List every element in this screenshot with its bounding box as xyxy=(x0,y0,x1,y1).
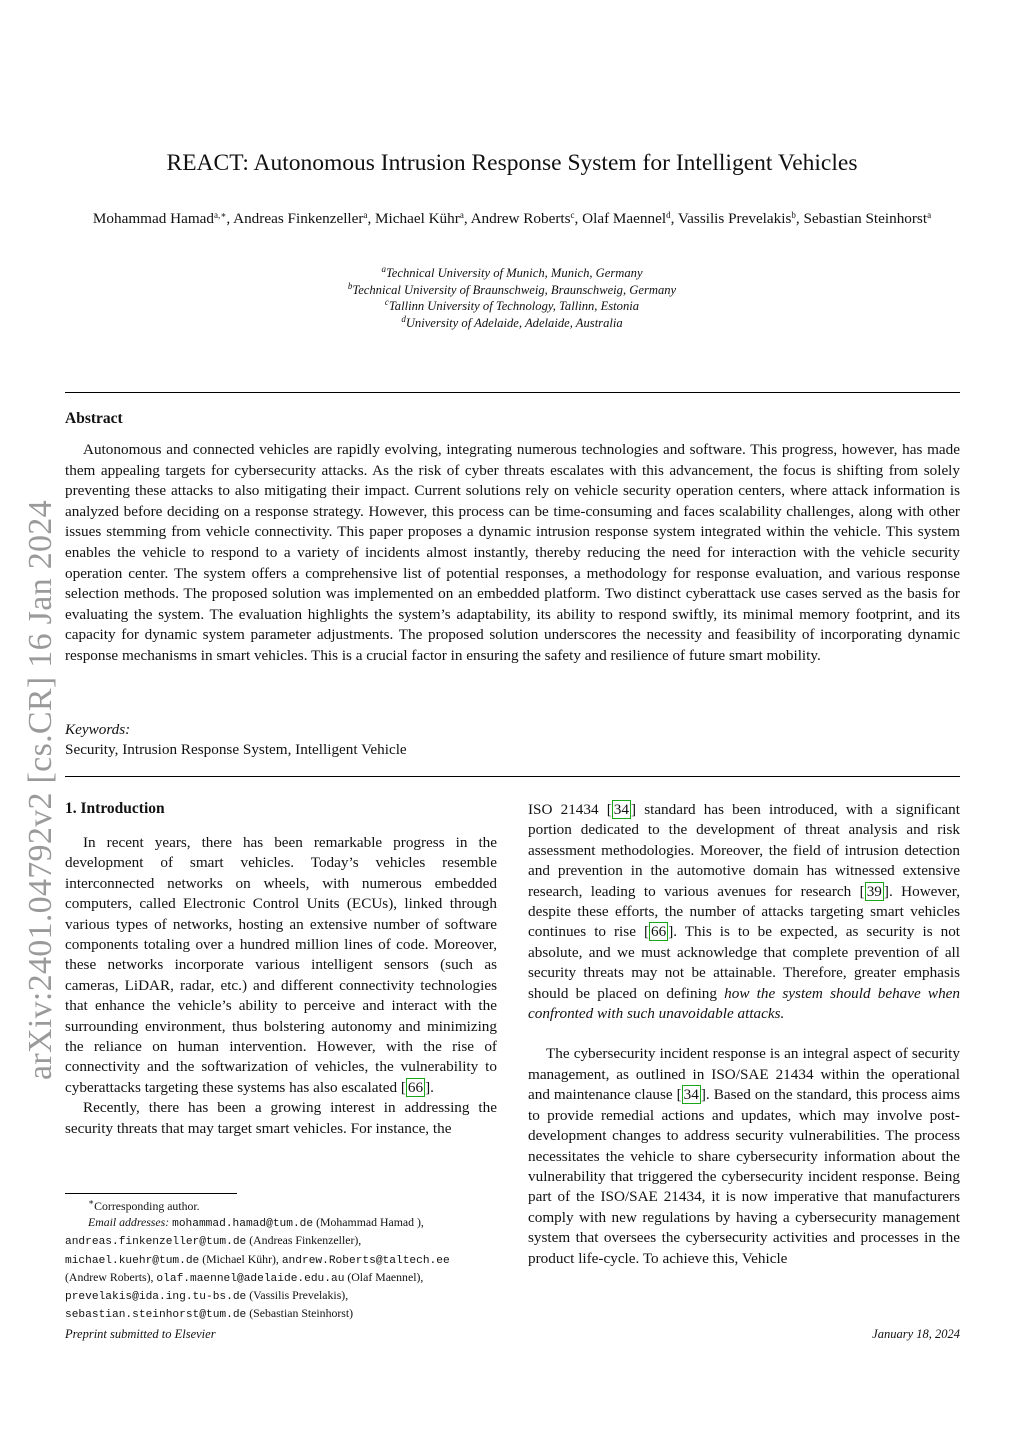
citation-link[interactable]: 34 xyxy=(613,801,629,818)
abstract-heading: Abstract xyxy=(65,410,123,427)
author: Olaf Maennel$^d$, xyxy=(582,210,678,227)
author-list xyxy=(70,208,954,229)
email-link[interactable]: mohammad.hamad@tum.de xyxy=(172,1218,314,1231)
email-link[interactable]: andrew.Roberts@taltech.ee xyxy=(281,1254,450,1267)
paragraph: In recent years, there has been remarkable progress in the development of smart vehicles. Today’s vehicles resemble interconnected networks on wheels, with numerous embedded computers, called Electronic Control Units (ECUs), linked through various types of networks, hosting an extensive number of software components totaling over a hundred million lines of code. Moreover, these networks incorporate various intelligent sensors (such as cameras, LiDAR, radar, etc.) and different connectivity technologies that enhance the vehicle’s ability to perceive and interact with the surrounding environment, thus bolstering autonomy and minimizing the reliance on human intervention. However, with the rise of connectivity and the softwarization of vehicles, the vulnerability to cyberattacks targeting these systems has also escalated [ 66 ]. xyxy=(65,834,497,1096)
footnote: ∗Corresponding author. Email addresses: mohammad.hamad@tum.de (Mohammad Hamad ), andreas.finkenzeller@tum.de (Andreas Finkenzeller), michael.kuehr@tum.de (Michael Kühr), andrew.Roberts@taltech.ee (Andrew Roberts), olaf.maennel@adelaide.edu.au (Olaf Maennel), prevelakis@ida.ing.tu-bs.de (Vassilis Prevelakis), sebastian.steinhorst@tum.de (Sebastian Steinhorst) xyxy=(65,1197,450,1322)
affiliation-list xyxy=(0,265,1024,331)
right-column xyxy=(528,800,960,1269)
author: Michael Kühr$^a$, xyxy=(375,210,471,227)
affiliation: $^d$University of Adelaide, Adelaide, Australia xyxy=(401,313,623,330)
section-heading: 1. Introduction xyxy=(65,800,165,817)
divider xyxy=(65,392,960,393)
author: Mohammad Hamad$^{a,∗}$, xyxy=(92,210,234,227)
footnote-rule xyxy=(65,1193,237,1194)
author: Vassilis Prevelakis$^b$, xyxy=(677,210,804,227)
footer-date: January 18, 2024 xyxy=(872,1327,960,1341)
footer-preprint: Preprint submitted to Elsevier xyxy=(65,1327,216,1341)
email-link[interactable]: andreas.finkenzeller@tum.de xyxy=(65,1236,247,1249)
paragraph: ISO 21434 [ 34 ] standard has been introduced, with a significant portion dedicated to the development of threat analysis and risk assessment methodologies. Moreover, the field of intrusion detection and prevention in the automotive domain has witnessed extensive research, leading to various avenues for research [ 39 ]. However, despite these efforts, the number of attacks targeting smart vehicles continues to rise [ 66 ]. This is to be expected, as security is not absolute, and we must acknowledge that complete prevention of all security threats may not be attainable. Therefore, greater emphasis should be placed on defining how the system should behave when confronted with such unavoidable attacks. xyxy=(528,801,961,1023)
divider xyxy=(65,776,960,777)
affiliation: $^a$Technical University of Munich, Munich, Germany xyxy=(381,264,643,280)
citation-link[interactable]: 39 xyxy=(866,882,882,900)
email-link[interactable]: olaf.maennel@adelaide.edu.au xyxy=(156,1272,345,1285)
affiliation: $^b$Technical University of Braunschweig, Braunschweig, Germany xyxy=(347,280,677,297)
paragraph: Recently, there has been a growing interest in addressing the security threats that may target smart vehicles. For instance, the xyxy=(65,1099,497,1137)
author: Sebastian Steinhorst$^a$ xyxy=(803,210,932,227)
email-link[interactable]: prevelakis@ida.ing.tu-bs.de xyxy=(65,1291,247,1304)
citation-link[interactable]: 34 xyxy=(683,1086,699,1104)
affiliation: $^c$Tallinn University of Technology, Tallinn, Estonia xyxy=(384,297,640,314)
left-column xyxy=(65,833,497,1139)
email-link[interactable]: sebastian.steinhorst@tum.de xyxy=(65,1309,247,1322)
citation-link[interactable]: 66 xyxy=(407,1078,424,1096)
citation-link[interactable]: 66 xyxy=(651,923,667,941)
author: Andreas Finkenzeller$^a$, xyxy=(233,210,376,227)
author: Andrew Roberts$^c$, xyxy=(470,210,583,227)
keywords-text: Security, Intrusion Response System, Intelligent Vehicle xyxy=(65,741,407,758)
paper-title: REACT: Autonomous Intrusion Response System for Intelligent Vehicles xyxy=(166,150,858,176)
arxiv-identifier: arXiv:2401.04792v2 [cs.CR] 16 Jan 2024 xyxy=(22,500,59,1080)
keywords-label: Keywords: xyxy=(65,721,131,738)
abstract-body: Autonomous and connected vehicles are rapidly evolving, integrating numerous technologies and software. This progress, however, has made them appealing targets for cybersecurity attacks. As the risk of cyber threats escalates with this advancement, the focus is shifting from solely preventing these attacks to also mitigating their impact. Current solutions rely on vehicle security operation centers, where attack information is analyzed before deciding on a response strategy. However, this process can be time-consuming and faces scalability challenges, along with other issues stemming from vehicle connectivity. This paper proposes a dynamic intrusion response system integrated within the vehicle. This system enables the vehicle to respond to a variety of incidents almost instantly, thereby reducing the need for interaction with the vehicle security operation center. The system offers a comprehensive list of potential responses, a methodology for response evaluation, and various response selection methods. The proposed solution was implemented on an embedded platform. Two distinct cyberattack use cases served as the basis for evaluating the system. The evaluation highlights the system’s adaptability, its ability to respond swiftly, its minimal memory footprint, and its capacity for dynamic system parameter adjustments. The proposed solution underscores the necessity and feasibility of incorporating dynamic response mechanisms in smart vehicles. This is a crucial factor in ensuring the safety and resilience of future smart mobility. xyxy=(65,441,960,664)
paragraph: The cybersecurity incident response is an integral aspect of security management, as outlined in ISO/SAE 21434 within the operational and maintenance clause [ 34 ]. Based on the standard, this process aims to provide remedial actions and updates, which may involve post-development changes to address security vulnerabilities. The process necessitates the vehicle to share cybersecurity information about the vulnerability that triggered the cybersecurity incident response. Being part of the ISO/SAE 21434, it is now imperative that manufacturers comply with new regulations by having a cybersecurity management system that oversees the cybersecurity activities and processes in the product life-cycle. To achieve this, Vehicle xyxy=(528,1045,960,1267)
email-link[interactable]: michael.kuehr@tum.de xyxy=(65,1254,200,1267)
